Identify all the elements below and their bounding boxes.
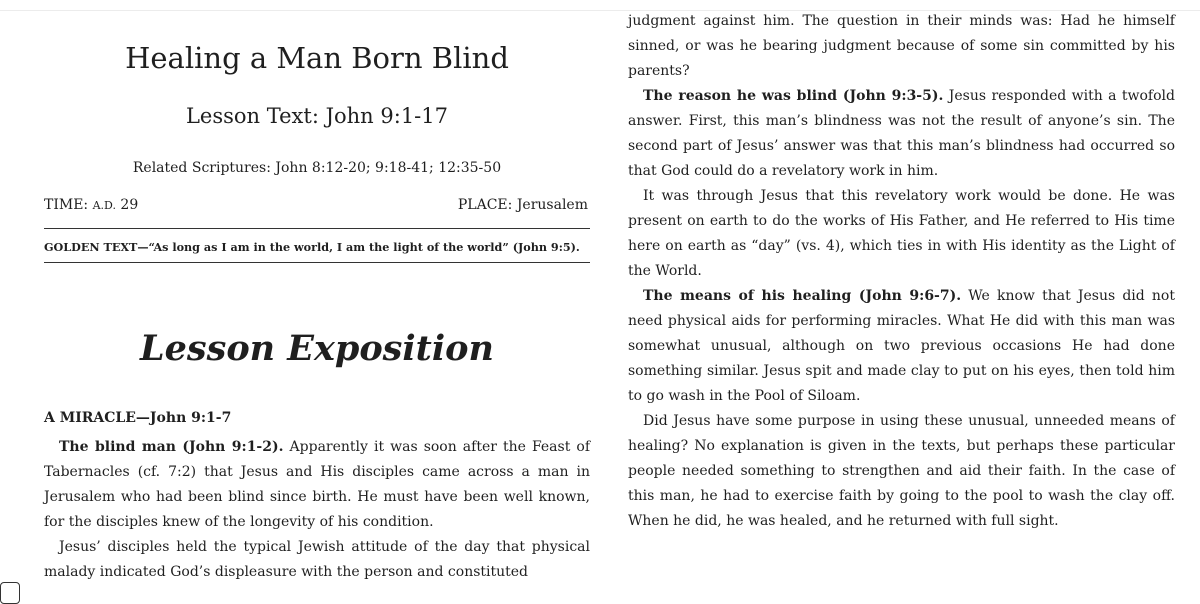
paragraph (628, 284, 1175, 409)
lesson-title: Healing a Man Born Blind (125, 41, 509, 75)
paragraph-text: Jesus’ disciples held the typical Jewish attitude of the day that physical malady indicated God’s displeasure with the person and constituted (44, 539, 590, 580)
paragraph-lead: The reason he was blind (John 9:3-5). (643, 88, 944, 104)
time-info (44, 195, 138, 216)
paragraph-lead: The blind man (John 9:1-2). (59, 439, 284, 455)
golden-text: GOLDEN TEXT—“As long as I am in the world, I am the light of the world” (John 9:5). (44, 240, 580, 254)
golden-text-top-rule (44, 228, 590, 229)
paragraph-lead: The means of his healing (John 9:6-7). (643, 288, 962, 304)
paragraph (628, 184, 1175, 284)
right-column (628, 0, 1175, 598)
time-label: TIME: (44, 197, 93, 213)
paragraph (628, 84, 1175, 184)
left-body-text (44, 435, 590, 585)
place-info: PLACE: Jerusalem (457, 197, 588, 213)
exposition-heading: Lesson Exposition (140, 328, 494, 369)
paragraph-text: Apparently it was soon after the Feast of Tabernacles (cf. 7:2) that Jesus and His disciples came across a man in Jerusalem who had been blind since birth. He must have been well known, for the disciples knew of the longevity of his condition. (44, 439, 590, 530)
corner-handle[interactable] (0, 582, 20, 604)
time-year: 29 (115, 197, 139, 213)
paragraph (44, 535, 590, 585)
paragraph (628, 409, 1175, 534)
lesson-text-reference: Lesson Text: John 9:1-17 (185, 104, 448, 128)
paragraph-text: We know that Jesus did not need physical aids for performing miracles. What He did with this man was somewhat unusual, although on two previous occasions He had done something similar. Jesus spit and made clay to put on his eyes, then told him to go wash in the Pool of Siloam. (628, 288, 1175, 404)
related-scriptures: Related Scriptures: John 8:12-20; 9:18-41; 12:35-50 (132, 160, 502, 176)
paragraph-text: Jesus responded with a twofold answer. First, this man’s blindness was not the result of anyone’s sin. The second part of Jesus’ answer was that this man’s blindness had occurred so that God could do a revelatory work in him. (628, 88, 1175, 179)
left-column (44, 0, 590, 598)
paragraph-text: Did Jesus have some purpose in using these unusual, unneeded means of healing? No explanation is given in the texts, but perhaps these particular people needed something to strengthen and aid their faith. In the case of this man, he had to exercise faith by going to the pool to wash the clay off. When he did, he was healed, and he returned with full sight. (628, 413, 1175, 529)
time-era: A.D. (92, 199, 116, 212)
section-heading: A MIRACLE—John 9:1-7 (44, 410, 232, 426)
right-body-text (628, 9, 1175, 534)
golden-text-bottom-rule (44, 262, 590, 263)
paragraph (44, 435, 590, 535)
paragraph-text: It was through Jesus that this revelatory work would be done. He was present on earth to do the works of His Father, and He referred to His time here on earth as “day” (vs. 4), which ties in with His identity as the Light of the World. (628, 188, 1175, 279)
continued-paragraph: judgment against him. The question in their minds was: Had he himself sinned, or was he bearing judgment because of some sin committed by his parents? (628, 13, 1175, 79)
